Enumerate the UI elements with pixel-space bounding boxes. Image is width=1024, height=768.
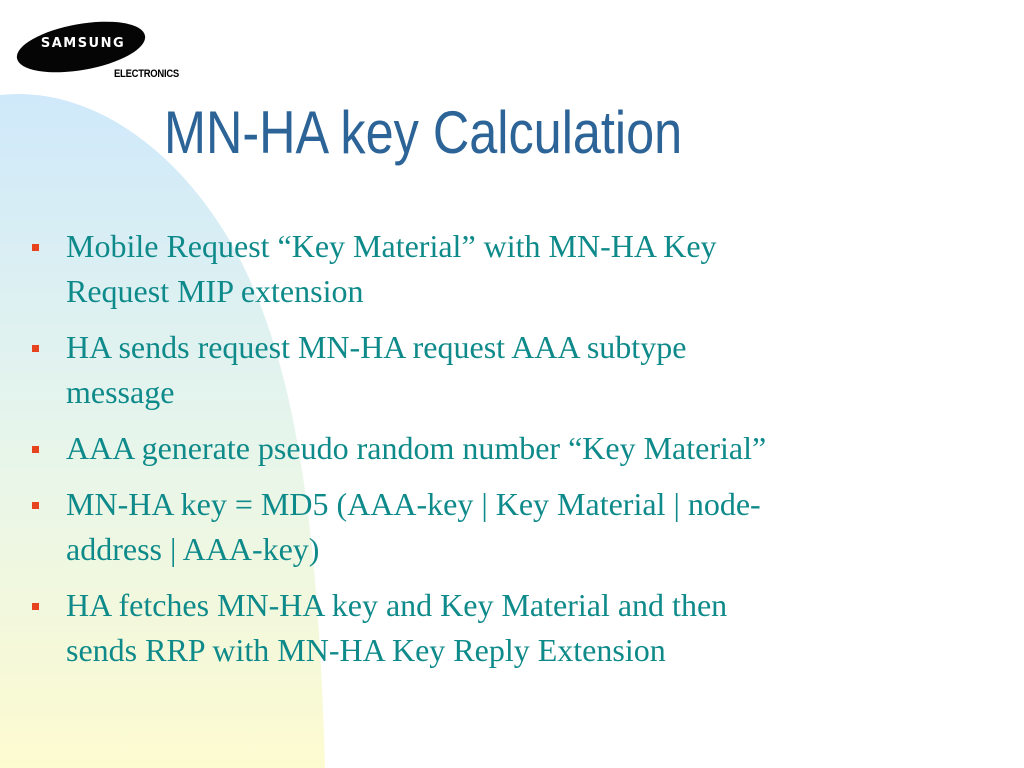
bullet-line: MN-HA key = MD5 (AAA-key | Key Material | node- [66,486,761,522]
bullet-line: sends RRP with MN-HA Key Reply Extension [66,632,666,668]
bullet-line: HA sends request MN-HA request AAA subtype [66,329,687,365]
bullet-item [28,224,978,314]
square-bullet-icon [32,244,39,251]
bullet-item [28,325,978,415]
bullet-item [28,583,978,673]
square-bullet-icon [32,345,39,352]
square-bullet-icon [32,446,39,453]
bullet-line: address | AAA-key) [66,531,320,567]
bullet-list [28,224,978,684]
bullet-line: Request MIP extension [66,273,364,309]
logo-brand-text: SAMSUNG [40,36,126,51]
bullet-item [28,482,978,572]
slide-title: MN-HA key Calculation [164,99,683,166]
square-bullet-icon [32,603,39,610]
bullet-line: AAA generate pseudo random number “Key Material” [66,430,767,466]
bullet-line: message [66,374,175,410]
square-bullet-icon [32,502,39,509]
bullet-item [28,426,978,471]
bullet-line: HA fetches MN-HA key and Key Material and then [66,587,728,623]
bullet-line: Mobile Request “Key Material” with MN-HA Key [66,228,717,264]
logo-subtitle-text: ELECTRONICS [114,68,179,80]
samsung-logo [14,24,204,86]
